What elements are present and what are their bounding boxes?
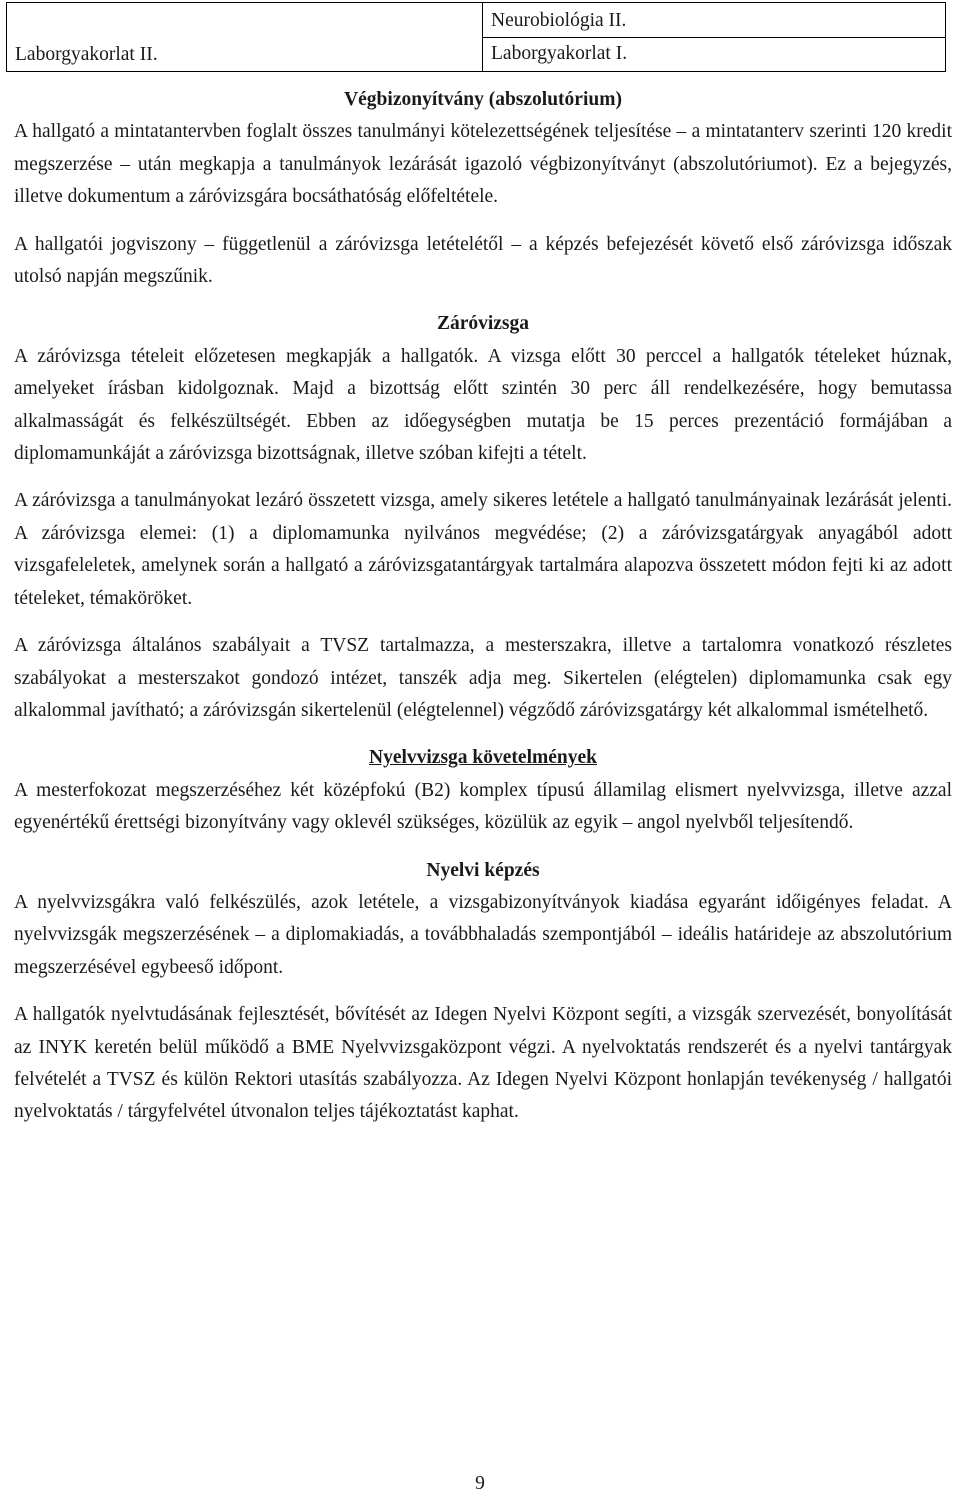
document-body (14, 84, 952, 1144)
paragraph: A nyelvvizsgákra való felkészülés, azok letétele, a vizsgabizonyítványok kiadása egyaránt időigényes feladat. A nyelvvizsgák megszerzésének – a diplomakiadás, a továbbhaladás szempontjából – ideális határideje az abszolutórium megszerzésével egybeeső időpont. (14, 891, 952, 978)
paragraph: A hallgatók nyelvtudásának fejlesztését, bővítését az Idegen Nyelvi Központ segíti, a vizsgák szervezését, bonyolítását az INYK keretén belül működő a BME Nyelvvizsgaközpont végzi. A nyelvoktatás rendszerét és a nyelvi tantárgyak felvételét a TVSZ és külön Rektori utasítás szabályozza. Az Idegen Nyelvi Központ honlapján tevékenység / hallgatói nyelvoktatás / tárgyfelvétel útvonalon teljes tájékoztatást kaphat. (14, 1004, 952, 1123)
section-title-nyelvi-kepzes: Nyelvi képzés (426, 859, 540, 881)
paragraph: A hallgató a mintatantervben foglalt összes tanulmányi kötelezettségének teljesítése – a mintatanterv szerinti 120 kredit megszerzése – után megkapja a tanulmányok lezárását igazoló végbizonyítványt (abszolutóriumot). Ez a bejegyzés, illetve dokumentum a záróvizsgára bocsáthatóság előfeltétele. (14, 121, 952, 208)
paragraph: A hallgatói jogviszony – függetlenül a záróvizsga letételétől – a képzés befejezését követő első záróvizsga időszak utolsó napján megszűnik. (14, 233, 952, 288)
paragraph: A záróvizsga a tanulmányokat lezáró összetett vizsga, amely sikeres letétele a hallgató tanulmányainak lezárását jelenti. A záróvizsga elemei: (1) a diplomamunka nyilvános megvédése; (2) a záróvizsgatárgyak anyagából adott vizsgafeleletek, amelynek során a hallgató a záróvizsgatantárgyak tartalmára alapozva összetett módon fejti ki az adott tételeket, témaköröket. (14, 490, 952, 609)
header-right-top-text: Neurobiológia II. (491, 10, 627, 31)
header-left-text: Laborgyakorlat II. (15, 44, 158, 65)
paragraph: A záróvizsga általános szabályait a TVSZ tartalmazza, a mesterszakra, illetve a tartalomra vonatkozó részletes szabályokat a mesterszakot gondozó intézet, tanszék adja meg. Sikertelen (elégtelen) diplomamunka csak egy alkalommal javítható; a záróvizsgán sikertelenül (elégtelennel) végződő záróvizsgatárgy két alkalommal ismételhető. (14, 635, 952, 721)
page-number: 9 (475, 1473, 485, 1494)
paragraph: A záróvizsga tételeit előzetesen megkapják a hallgatók. A vizsga előtt 30 perccel a hallgatók tételeket húznak, amelyeket írásban kidolgoznak. Majd a bizottság előtt szintén 30 perc áll rendelkezésére, hogy bemutassa alkalmasságát és felkészültségét. Ebben az időegységben mutatja be 15 perces prezentáció formájában a diplomamunkáját a záróvizsga bizottságnak, illetve szóban kifejti a tételt. (14, 345, 952, 465)
header-cell-right-top (482, 2, 946, 37)
header-cell-right-bottom (482, 37, 946, 72)
header-cell-left (6, 2, 482, 72)
header-right-bottom-text: Laborgyakorlat I. (491, 43, 628, 64)
header-table (6, 2, 946, 72)
section-title-nyelvvizsga: Nyelvvizsga követelmények (368, 747, 597, 769)
paragraph: A mesterfokozat megszerzéséhez két középfokú (B2) komplex típusú államilag elismert nyelvvizsga, illetve azzal egyenértékű érettségi bizonyítvány vagy oklevél szükséges, közülük az egyik – angol nyelvből teljesítendő. (14, 779, 952, 834)
section-title-zarovizsga: Záróvizsga (436, 313, 530, 335)
section-title-vegbizonyitvany: Végbizonyítvány (abszolutórium) (344, 89, 622, 110)
